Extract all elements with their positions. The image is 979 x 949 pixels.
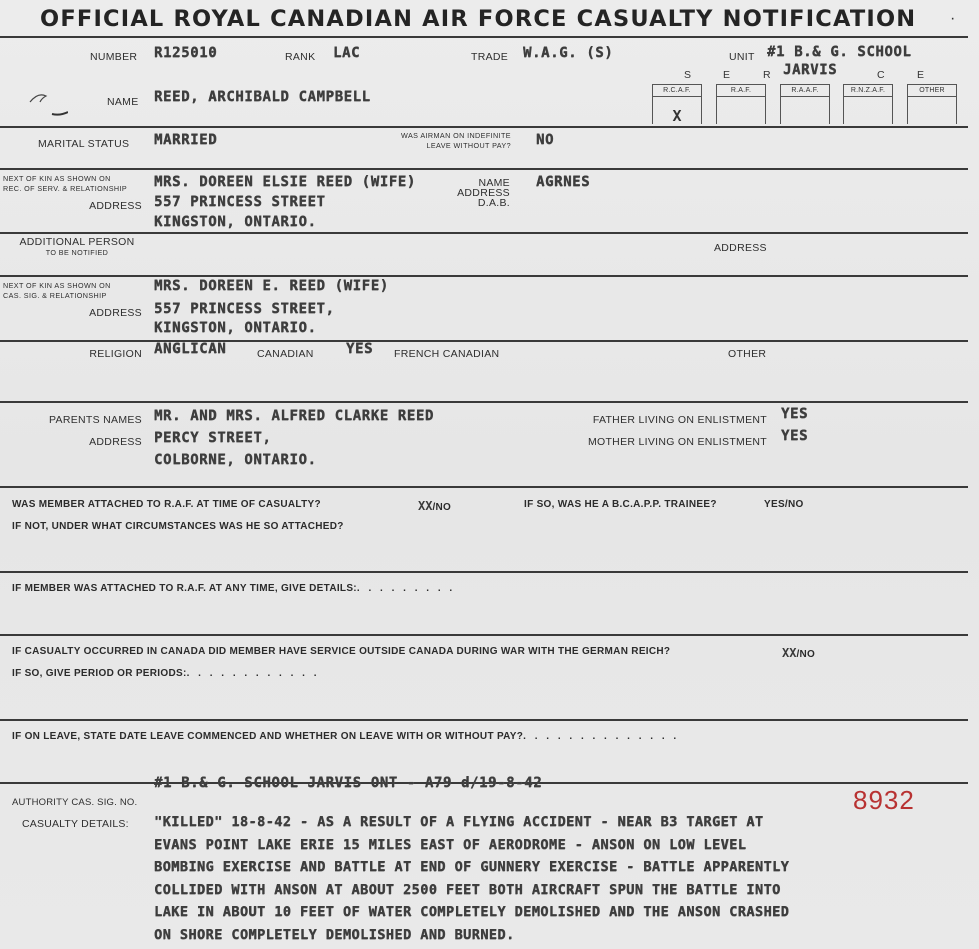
nok-rec-value: MRS. DOREEN ELSIE REED (WIFE) [154, 174, 416, 190]
service-box-label: R.A.A.F. [781, 85, 829, 97]
file-number-stamp: 8932 [853, 785, 915, 815]
father-living-label: FATHER LIVING ON ENLISTMENT [592, 414, 767, 426]
divider [0, 486, 968, 488]
canadian-value: YES [346, 341, 374, 357]
outside-canada-answer [782, 644, 815, 662]
periods-text: IF SO, GIVE PERIOD OR PERIODS: [12, 668, 187, 679]
dab-address-label: ADDRESS [457, 187, 510, 199]
bcapp-question: IF SO, WAS HE A B.C.A.P.P. TRAINEE? [524, 499, 717, 510]
answer-no: /NO [796, 649, 816, 660]
casualty-details-line: "KILLED" 18-8-42 - AS A RESULT OF A FLYING ACCIDENT - NEAR B3 TARGET AT [154, 814, 764, 830]
outside-canada-question: IF CASUALTY OCCURRED IN CANADA DID MEMBER HAVE SERVICE OUTSIDE CANADA DURING WAR WITH THE GERMAN REICH? [12, 646, 671, 657]
name-label: NAME [107, 96, 139, 108]
service-letter: C [877, 69, 885, 81]
parents-names-value: MR. AND MRS. ALFRED CLARKE REED [154, 408, 434, 424]
additional-person-label-line1: ADDITIONAL PERSON [19, 236, 135, 248]
casualty-details-line: COLLIDED WITH ANSON AT ABOUT 2500 FEET BOTH AIRCRAFT SPUN THE BATTLE INTO [154, 881, 781, 898]
marital-status-value: MARRIED [154, 132, 218, 148]
nok-rec-label [3, 174, 127, 193]
other-religion-label: OTHER [728, 348, 767, 360]
form-title: OFFICIAL ROYAL CANADIAN AIR FORCE CASUALTY NOTIFICATION [40, 6, 917, 32]
service-box-raf[interactable] [716, 84, 766, 124]
dab-name-value: AGRNES [536, 174, 591, 190]
canadian-label: CANADIAN [257, 348, 314, 360]
dot-leader: . . . . . . . . . . . . [186, 668, 320, 679]
rank-value: LAC [333, 45, 361, 61]
mother-living-value: YES [781, 428, 809, 444]
nok-rec-address-line1: 557 PRINCESS STREET [154, 194, 326, 210]
unit-value-line2: JARVIS [783, 62, 838, 78]
trade-value: W.A.G. (S) [523, 45, 614, 61]
service-box-label: R.C.A.F. [653, 85, 701, 97]
father-living-value: YES [781, 406, 809, 422]
parents-address-line1: PERCY STREET, [154, 430, 272, 446]
indefinite-leave-label-line2: LEAVE WITHOUT PAY? [426, 140, 511, 150]
service-letter: E [917, 69, 925, 81]
divider [0, 634, 968, 636]
divider [0, 340, 968, 342]
religion-value: ANGLICAN [154, 341, 227, 357]
religion-label: RELIGION [89, 348, 142, 360]
service-box-rnzaf[interactable] [843, 84, 893, 124]
mother-living-label: MOTHER LIVING ON ENLISTMENT [587, 436, 767, 448]
marital-status-label: MARITAL STATUS [38, 138, 130, 150]
dab-abbrev-label: D.A.B. [477, 197, 510, 209]
bcapp-answer: YES/NO [764, 499, 804, 510]
struck-yes: XX [418, 499, 433, 513]
authority-value: #1 B.& G. SCHOOL JARVIS ONT - A79 d/19-8-42 [154, 775, 543, 791]
service-letter: R [763, 69, 771, 81]
casualty-details-text [154, 811, 789, 946]
service-box-rcaf[interactable] [652, 84, 702, 124]
service-letter: E [723, 69, 731, 81]
casualty-details-line: ON SHORE COMPLETELY DEMOLISHED AND BURNED. [154, 926, 515, 943]
raf-any-time-text: IF MEMBER WAS ATTACHED TO R.A.F. AT ANY TIME, GIVE DETAILS: [12, 583, 357, 594]
nok-cas-address-line2: KINGSTON, ONTARIO. [154, 320, 317, 336]
on-leave-text: IF ON LEAVE, STATE DATE LEAVE COMMENCED AND WHETHER ON LEAVE WITH OR WITHOUT PAY? [12, 731, 524, 742]
french-canadian-label: FRENCH CANADIAN [394, 348, 500, 360]
divider [0, 36, 968, 38]
divider [0, 719, 968, 721]
title-mark: · [950, 10, 956, 27]
nok-cas-label [3, 281, 111, 300]
pencil-mark-icon [28, 88, 68, 118]
divider [0, 401, 968, 403]
additional-person-label-line2: TO BE NOTIFIED [45, 248, 109, 257]
casualty-details-line: LAKE IN ABOUT 10 FEET OF WATER COMPLETELY DEMOLISHED AND THE ANSON CRASHED [154, 904, 790, 920]
on-leave-question [12, 731, 679, 742]
service-box-other[interactable] [907, 84, 957, 124]
dot-leader: . . . . . . . . . . . . . . [523, 731, 680, 742]
name-value: REED, ARCHIBALD CAMPBELL [154, 89, 371, 105]
trade-label: TRADE [471, 51, 509, 63]
dab-label [440, 178, 510, 208]
service-box-mark: X [672, 107, 682, 125]
unit-label: UNIT [729, 51, 755, 63]
service-letter: S [684, 69, 692, 81]
divider [0, 275, 968, 277]
authority-label: AUTHORITY CAS. SIG. NO. [12, 797, 138, 808]
service-box-raaf[interactable] [780, 84, 830, 124]
divider [0, 168, 968, 170]
nok-cas-address-label: ADDRESS [89, 307, 142, 319]
additional-person-label [12, 236, 142, 258]
raf-attached-answer [418, 497, 451, 515]
nok-rec-label-line1: NEXT OF KIN AS SHOWN ON [3, 174, 111, 183]
number-label: NUMBER [90, 51, 138, 63]
service-box-label: R.N.Z.A.F. [844, 85, 892, 97]
service-box-label: R.A.F. [717, 85, 765, 97]
unit-value-line1: #1 B.& G. SCHOOL [767, 44, 912, 60]
nok-rec-address-line2: KINGSTON, ONTARIO. [154, 214, 317, 230]
parents-address-label: ADDRESS [89, 436, 142, 448]
additional-address-label: ADDRESS [714, 242, 767, 254]
service-number: R125010 [154, 45, 218, 61]
divider [0, 232, 968, 234]
indefinite-leave-label [370, 131, 511, 150]
raf-attached-question: WAS MEMBER ATTACHED TO R.A.F. AT TIME OF CASUALTY? [12, 499, 321, 510]
dab-name-label: NAME [478, 177, 510, 189]
divider [0, 571, 968, 573]
answer-no: /NO [432, 502, 452, 513]
nok-cas-value: MRS. DOREEN E. REED (WIFE) [154, 278, 389, 294]
circumstances-question: IF NOT, UNDER WHAT CIRCUMSTANCES WAS HE SO ATTACHED? [12, 521, 344, 532]
nok-cas-label-line2: CAS. SIG. & RELATIONSHIP [3, 290, 107, 300]
divider [0, 126, 968, 128]
raf-any-time-question [12, 583, 455, 594]
indefinite-leave-value: NO [536, 132, 555, 148]
nok-rec-address-label: ADDRESS [89, 200, 142, 212]
nok-rec-label-line2: REC. OF SERV. & RELATIONSHIP [3, 183, 128, 193]
periods-question [12, 668, 320, 679]
dot-leader: . . . . . . . . . [356, 583, 456, 594]
nok-cas-label-line1: NEXT OF KIN AS SHOWN ON [3, 281, 111, 290]
service-box-label: OTHER [908, 85, 956, 97]
nok-cas-address-line1: 557 PRINCESS STREET, [154, 301, 335, 317]
parents-address-line2: COLBORNE, ONTARIO. [154, 452, 317, 468]
rank-label: RANK [285, 51, 316, 63]
struck-yes: XX [782, 646, 797, 660]
parents-names-label: PARENTS NAMES [49, 414, 142, 426]
indefinite-leave-label-line1: WAS AIRMAN ON INDEFINITE [401, 131, 511, 140]
casualty-details-label: CASUALTY DETAILS: [22, 818, 129, 830]
casualty-details-line: EVANS POINT LAKE ERIE 15 MILES EAST OF AERODROME - ANSON ON LOW LEVEL [154, 836, 747, 853]
casualty-details-line: BOMBING EXERCISE AND BATTLE AT END OF GUNNERY EXERCISE - BATTLE APPARENTLY [154, 859, 790, 875]
